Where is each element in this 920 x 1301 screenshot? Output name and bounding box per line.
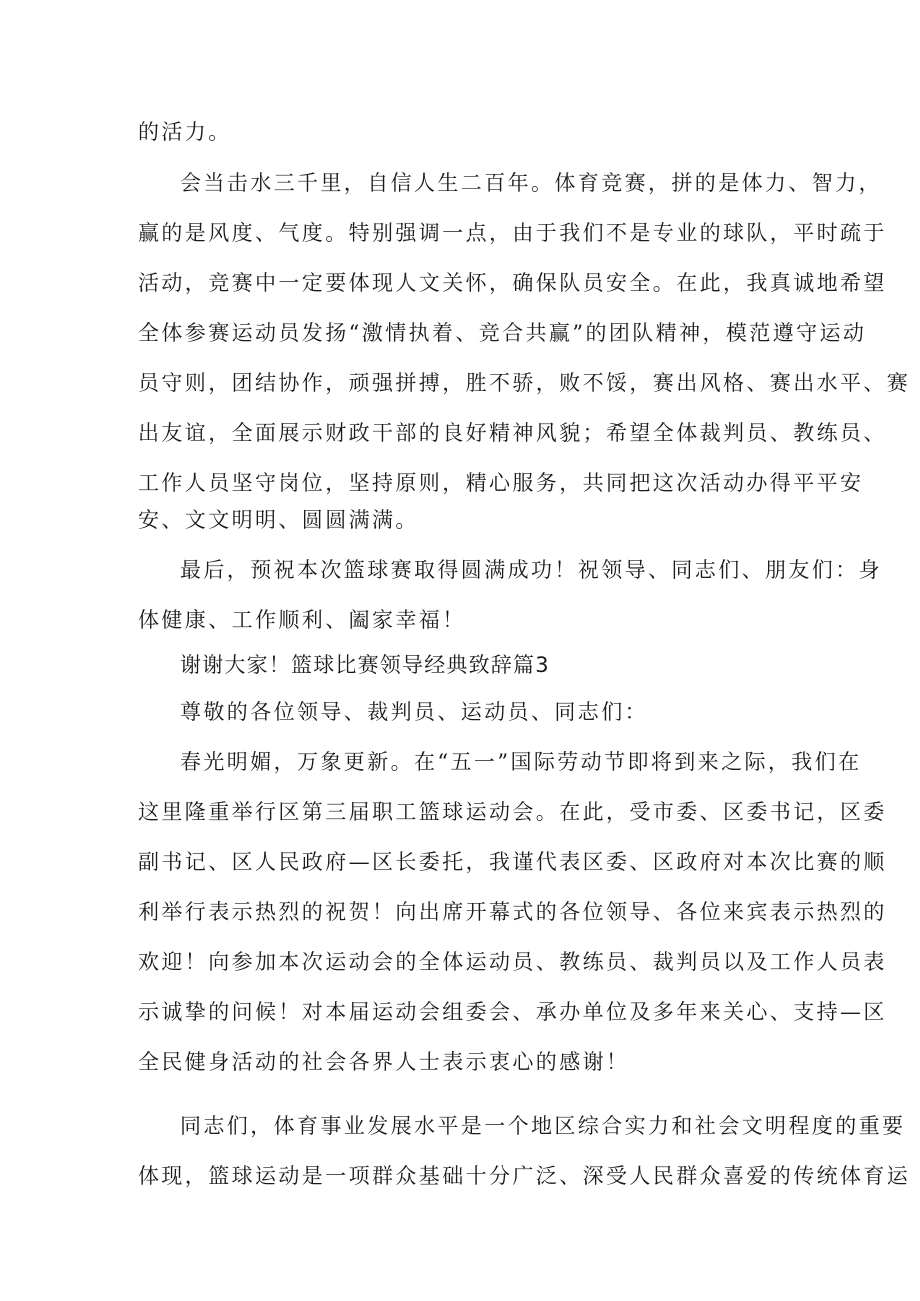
text-line: 工作人员坚守岗位，坚持原则，精心服务，共同把这次活动办得平平安 (138, 471, 864, 495)
text-line: 体现，篮球运动是一项群众基础十分广泛、深受人民群众喜爱的传统体育运 (138, 1164, 911, 1188)
text-line: 员守则，团结协作，顽强拼搏，胜不骄，败不馁，赛出风格、赛出水平、赛 (138, 371, 911, 395)
text-line: 活动，竞赛中一定要体现人文关怀，确保队员安全。在此，我真诚地希望 (138, 271, 887, 295)
paragraph-first-line: 春光明媚，万象更新。在“五一”国际劳动节即将到来之际，我们在 (180, 750, 862, 774)
text-line: 体健康、工作顺利、阖家幸福！ (138, 608, 466, 632)
text-line: 全体参赛运动员发扬“激情执着、竞合共赢”的团队精神，模范遵守运动 (138, 321, 867, 345)
text-line: 这里隆重举行区第三届职工篮球运动会。在此，受市委、区委书记，区委 (138, 800, 887, 824)
paragraph-first-line: 会当击水三千里，自信人生二百年。体育竞赛，拼的是体力、智力， (180, 171, 882, 195)
paragraph-first-line: 同志们，体育事业发展水平是一个地区综合实力和社会文明程度的重要 (180, 1114, 906, 1138)
text-line: 赢的是风度、气度。特别强调一点，由于我们不是专业的球队，平时疏于 (138, 221, 887, 245)
text-line: 全民健身活动的社会各界人士表示衷心的感谢！ (138, 1050, 630, 1074)
text-line: 安、文文明明、圆圆满满。 (138, 508, 419, 532)
section-heading: 谢谢大家！篮球比赛领导经典致辞篇3 (180, 653, 550, 677)
paragraph-first-line: 最后，预祝本次篮球赛取得圆满成功！祝领导、同志们、朋友们：身 (180, 558, 882, 582)
text-line: 出友谊，全面展示财政干部的良好精神风貌；希望全体裁判员、教练员、 (138, 421, 887, 445)
text-line: 利举行表示热烈的祝贺！向出席开幕式的各位领导、各位来宾表示热烈的 (138, 900, 887, 924)
text-line: 欢迎！向参加本次运动会的全体运动员、教练员、裁判员以及工作人员表 (138, 950, 887, 974)
text-line: 的活力。 (138, 120, 232, 144)
text-line: 副书记、区人民政府—区长委托，我谨代表区委、区政府对本次比赛的顺 (138, 850, 887, 874)
salutation: 尊敬的各位领导、裁判员、运动员、同志们： (180, 700, 648, 724)
text-line: 示诚挚的问候！对本届运动会组委会、承办单位及多年来关心、支持—区 (138, 1000, 887, 1024)
